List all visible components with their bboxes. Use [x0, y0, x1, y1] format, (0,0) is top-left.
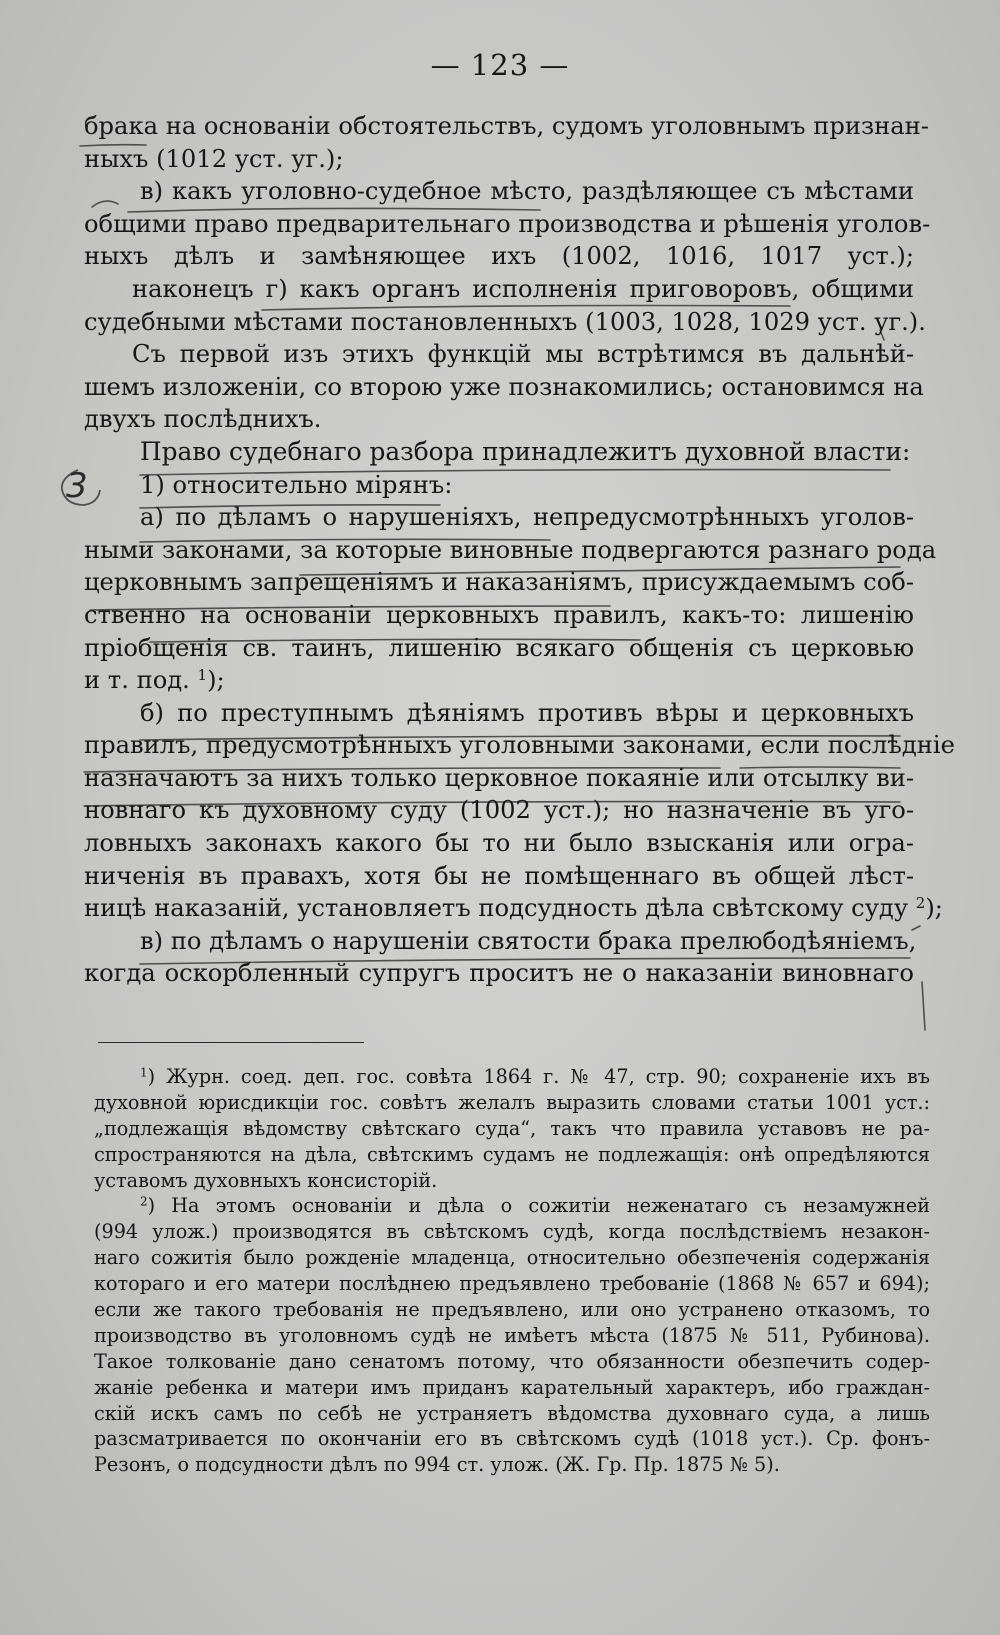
- text-line: правилъ, предусмотрѣнныхъ уголовными законами, если послѣдніе: [84, 731, 955, 760]
- text-fragment: ) На этомъ основаніи и дѣла о сожитіи неженатаго съ незамужней: [147, 1194, 930, 1218]
- text-line: наконецъ г) какъ органъ исполненія приговоровъ, общими: [132, 274, 914, 303]
- text-line: судебными мѣстами постановленныхъ (1003, 1028, 1029 уст. уг.).: [84, 307, 926, 336]
- text-line: общими право предварительнаго производства и рѣшенія уголов-: [84, 209, 931, 238]
- footnote-line: жаніе ребенка и матери имъ приданъ карательный характеръ, ибо граждан-: [94, 1375, 930, 1399]
- footnote-line: Резонъ, о подсудности дѣлъ по 994 ст. улож. (Ж. Гр. Пр. 1875 № 5).: [94, 1453, 780, 1477]
- text-line: брака на основаніи обстоятельствъ, судомъ уголовнымъ признан-: [84, 112, 929, 140]
- footnote-line: уставомъ духовныхъ консисторій.: [94, 1168, 438, 1192]
- text-line: ловныхъ законахъ какого бы то ни было взысканія или огра-: [84, 829, 914, 858]
- text-line: б) по преступнымъ дѣяніямъ противъ вѣры и церковныхъ: [140, 698, 914, 727]
- footnote-line: Такое толкованіе дано сенатомъ потому, что обязанности обезпечить содер-: [94, 1349, 930, 1373]
- text-line: ными законами, за которые виновные подвергаются разнаго рода: [84, 535, 937, 564]
- text-line: церковнымъ запрещеніямъ и наказаніямъ, присуждаемымъ соб-: [84, 568, 914, 597]
- footnotes: [94, 1064, 930, 1478]
- text-line: новнаго къ духовному суду (1002 уст.); но назначеніе въ уго-: [84, 796, 914, 825]
- text-fragment: ) Журн. соед. деп. гос. совѣта 1864 г. № 47, стр. 90; сохраненіе ихъ въ: [147, 1065, 930, 1088]
- footnote-line: производство въ уголовномъ судѣ не имѣетъ мѣста (1875 № 511, Рубинова).: [94, 1323, 930, 1347]
- main-text: [84, 110, 955, 990]
- footnote-line: спространяются на дѣла, свѣтскимъ судамъ не подлежащія: онѣ опредѣляются: [94, 1142, 930, 1166]
- text-line: шемъ изложеніи, со второю уже познакомились; остановимся на: [84, 372, 924, 401]
- footnote-line: если же такого требованія не предъявлено, или оно устранено отказомъ, то: [94, 1298, 930, 1322]
- footnote-line: скій искъ самъ по себѣ не устраняетъ вѣдомства духовнаго суда, а лишь: [94, 1401, 930, 1425]
- text-fragment: );: [207, 666, 225, 695]
- text-fragment: ницѣ наказаній, установляетъ подсудность дѣла свѣтскому суду: [84, 894, 909, 923]
- text-line: пріобщенія св. таинъ, лишенію всякаго общенія съ церковью: [84, 633, 914, 662]
- text-line: ниченія въ правахъ, хотя бы не помѣщеннаго въ общей лѣст-: [84, 861, 914, 890]
- text-line: двухъ послѣднихъ.: [84, 405, 322, 434]
- footnote-ref: 2: [915, 894, 926, 912]
- footnote-ref: 1: [197, 665, 208, 684]
- footnote-marker: 1: [140, 1065, 148, 1080]
- text-fragment: и т. под.: [84, 666, 190, 695]
- text-line: ственно на основаніи церковныхъ правилъ, какъ-то: лишенію: [84, 600, 914, 629]
- text-line: а) по дѣламъ о нарушеніяхъ, непредусмотрѣнныхъ уголов-: [140, 503, 914, 532]
- footnote-line: духовной юрисдикціи гос. совѣтъ желалъ выразить словами статьи 1001 уст.:: [94, 1090, 930, 1114]
- text-line: ныхъ (1012 уст. уг.);: [84, 144, 344, 173]
- section-heading: Право судебнаго разбора принадлежитъ духовной власти:: [140, 436, 911, 466]
- text-line: ныхъ дѣлъ и замѣняющее ихъ (1002, 1016, 1017 уст.);: [84, 242, 914, 271]
- text-line: когда оскорбленный супругъ проситъ не о наказаніи виновнаго: [84, 959, 914, 988]
- footnote-line: [94, 1193, 930, 1219]
- page-number: — 123 —: [430, 48, 570, 82]
- text-line: в) какъ уголовно-судебное мѣсто, раздѣляющее съ мѣстами: [140, 177, 914, 206]
- text-line: в) по дѣламъ о нарушеніи святости брака прелюбодѣяніемъ,: [140, 926, 917, 955]
- footnote-line: (994 улож.) производятся въ свѣтскомъ судѣ, когда послѣдствіемъ незакон-: [94, 1220, 930, 1244]
- footnote-divider: [98, 1042, 364, 1043]
- text-fragment: );: [925, 894, 943, 923]
- text-line: Съ первой изъ этихъ функцій мы встрѣтимся въ дальнѣй-: [132, 340, 914, 369]
- text-line: [84, 892, 943, 925]
- text-line: 1) относительно мірянъ:: [140, 470, 453, 499]
- text-line: назначаютъ за нихъ только церковное покаяніе или отсылку ви-: [84, 763, 914, 792]
- footnote-line: „подлежащія вѣдомству свѣтскаго суда“, такъ что правила уставовъ не ра-: [94, 1116, 930, 1140]
- footnote-line: [94, 1064, 930, 1090]
- footnote-line: разсматривается по окончаніи его въ свѣтскомъ судѣ (1018 уст.). Ср. фонъ-: [94, 1427, 930, 1451]
- footnote-line: котораго и его матери послѣднею предъявлено требованіе (1868 № 657 и 694);: [94, 1272, 930, 1296]
- text-line: [84, 664, 914, 697]
- margin-note: 3: [66, 466, 88, 506]
- footnote-marker: 2: [140, 1194, 148, 1209]
- footnote-line: наго сожитія было рожденіе младенца, относительно обезпеченія содержанія: [94, 1246, 930, 1270]
